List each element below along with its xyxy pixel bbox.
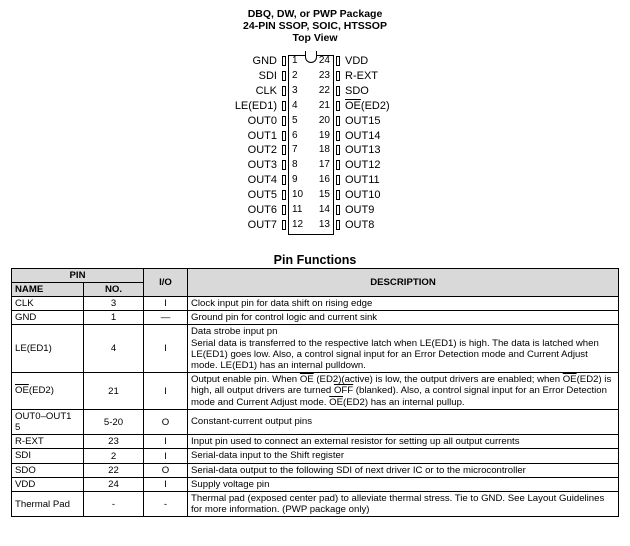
pin-number: 12: [292, 218, 304, 230]
description-line: Input pin used to connect an external resistor for setting up all output currents: [191, 436, 520, 448]
pin-name: SDI: [258, 69, 277, 82]
table-row: [12, 435, 619, 449]
pin-name: GND: [252, 55, 277, 67]
cell-io: -: [144, 492, 188, 517]
cell-name: $\overline{OE}(ED2)$: [12, 373, 84, 410]
pin-right-row: [0, 203, 630, 217]
pin-name: OUT3: [247, 159, 277, 172]
header-no: NO.: [84, 283, 144, 297]
table-row: [12, 463, 619, 477]
pin-number: 24: [318, 55, 330, 66]
pin-lead: [336, 101, 340, 111]
pin-name: OUT8: [345, 218, 375, 231]
pin-name: OUT2: [247, 144, 277, 157]
pin-name: CLK: [255, 84, 277, 97]
package-title-line2: 24-PIN SSOP, SOIC, HTSSOP: [243, 20, 387, 32]
pin-name: R-EXT: [345, 69, 378, 82]
cell-no: 24: [84, 477, 144, 491]
cell-io: I: [144, 449, 188, 463]
cell-io: I: [144, 297, 188, 311]
cell-description: [188, 463, 619, 477]
cell-name: VDD: [12, 477, 84, 491]
pin-right-row: [0, 54, 630, 68]
table-row: [12, 409, 619, 434]
pin-right-row: [0, 84, 630, 98]
table-header-row: [12, 269, 619, 283]
pin-name: OUT11: [345, 174, 380, 187]
pin-number: 7: [292, 144, 298, 156]
pin-name: OUT7: [247, 218, 277, 231]
pin-right-row: [0, 218, 630, 232]
pin-name: SDO: [345, 84, 369, 97]
pin-name: OUT6: [247, 204, 277, 216]
package-title-line3: Top View: [292, 32, 338, 44]
cell-name: SDI: [12, 449, 84, 463]
package-title-line1: DBQ, DW, or PWP Package: [247, 8, 383, 20]
pin-lead: [336, 71, 340, 81]
pin-lead: [336, 205, 340, 215]
pin-lead: [336, 131, 340, 141]
pin-number: 20: [318, 114, 330, 126]
cell-description: [188, 297, 619, 311]
description-line: Ground pin for control logic and current sink: [191, 312, 378, 324]
cell-no: 2: [84, 449, 144, 463]
cell-name: GND: [12, 311, 84, 325]
cell-no: 4: [84, 325, 144, 373]
table-row: [12, 477, 619, 491]
cell-name: SDO: [12, 463, 84, 477]
pin-number: 14: [318, 204, 330, 215]
cell-no: 1: [84, 311, 144, 325]
pin-lead: [336, 56, 340, 66]
pin-name: OUT9: [345, 204, 375, 216]
description-line: Data strobe input pn: [191, 326, 278, 338]
cell-io: I: [144, 373, 188, 410]
pin-functions-table: [11, 268, 619, 517]
pin-name: OUT13: [345, 144, 381, 157]
cell-description: [188, 492, 619, 517]
description-line: Supply voltage pin: [191, 478, 270, 490]
pin-name: OUT0: [247, 114, 277, 127]
pin-lead: [336, 190, 340, 200]
pin-number: 9: [292, 174, 298, 186]
pin-right-row: [0, 158, 630, 172]
header-pin: PIN: [12, 269, 144, 283]
cell-name: CLK: [12, 297, 84, 311]
pin-name: OUT4: [247, 174, 277, 187]
table-row: [12, 325, 619, 373]
table-row: [12, 373, 619, 410]
pin-number: 22: [318, 84, 330, 96]
pin-name: LE(ED1): [234, 99, 277, 112]
pin-name: OUT14: [345, 129, 381, 142]
cell-description: [188, 311, 619, 325]
table-row: [12, 311, 619, 325]
pin-right-row: [0, 173, 630, 187]
pin-right-row: [0, 143, 630, 157]
pin-name: OUT5: [247, 189, 277, 202]
cell-description: [188, 477, 619, 491]
pin-number: 18: [318, 144, 330, 156]
pin-lead: [336, 160, 340, 170]
pin-number: 17: [318, 159, 330, 171]
pin-lead: [336, 86, 340, 96]
cell-description: [188, 373, 619, 410]
pin-number: 10: [292, 189, 304, 201]
pin-right-row: [0, 188, 630, 202]
pin-number: 5: [292, 114, 298, 126]
header-name: NAME: [12, 283, 84, 297]
cell-io: —: [144, 311, 188, 325]
pin-number: 6: [292, 129, 298, 141]
description-line: Output enable pin. When $\overline{OE}$ (ED2)(active) is low, the output drivers are enabled; when $\overline{OE}(ED2)$ is high, all output drivers are turned $\overline{OFF}$ (blanked). Also, a control signal input for an Error Detection mode and Current Adjust mode. $\overline{OE}(ED2)$ has an internal pullup.: [191, 374, 612, 408]
pin-number: 21: [318, 99, 330, 111]
cell-description: [188, 435, 619, 449]
cell-io: I: [144, 325, 188, 373]
pin-lead: [336, 220, 340, 230]
pin-name: VDD: [345, 55, 369, 67]
pin-number: 11: [292, 204, 303, 215]
pin-number: 2: [292, 69, 298, 81]
pin-name: OUT15: [345, 114, 381, 127]
pin-number: 23: [318, 69, 330, 81]
pin-right-row: [0, 129, 630, 143]
cell-description: [188, 449, 619, 463]
cell-io: O: [144, 409, 188, 434]
pin-number: 15: [318, 189, 330, 201]
cell-io: O: [144, 463, 188, 477]
pin-name: OUT10: [345, 189, 381, 202]
pin-lead: [336, 116, 340, 126]
pin-name: OUT1: [247, 129, 277, 142]
description-line: Clock input pin for data shift on rising edge: [191, 298, 373, 309]
table-row: [12, 297, 619, 311]
pin-lead: [336, 145, 340, 155]
pin-right-row: [0, 99, 630, 113]
pin-number: 19: [318, 129, 330, 141]
cell-no: 22: [84, 463, 144, 477]
cell-name: R-EXT: [12, 435, 84, 449]
description-line: Serial data is transferred to the respective latch when LE(ED1) is high. The data is latched when LE(ED1) goes low. Also, a control signal input for an Error Detection mode and Current Adjust mode. LE(ED1) has an internal pulldown.: [191, 337, 599, 372]
pin-number: 3: [292, 84, 298, 96]
description-line: Constant-current output pins: [191, 416, 313, 428]
cell-no: 5-20: [84, 409, 144, 434]
pin-right-row: [0, 69, 630, 83]
pin-number: 8: [292, 159, 298, 171]
pin-number: 4: [292, 99, 298, 111]
cell-name: OUT0–OUT1 5: [12, 409, 84, 434]
pin-number: 13: [318, 218, 330, 230]
pin-lead: [336, 175, 340, 185]
description-line: Thermal pad (exposed center pad) to alleviate thermal stress. Tie to GND. See Layout Guidelines for more information. (PWP package only): [191, 493, 605, 516]
table-row: [12, 492, 619, 517]
table-row: [12, 449, 619, 463]
pin-functions-title: Pin Functions: [273, 253, 357, 267]
cell-no: 3: [84, 297, 144, 311]
header-io: I/O: [144, 269, 188, 297]
cell-io: I: [144, 477, 188, 491]
cell-no: -: [84, 492, 144, 517]
cell-no: 21: [84, 373, 144, 410]
pin-name: $\overline{OE}(ED2)$: [345, 99, 390, 112]
cell-no: 23: [84, 435, 144, 449]
cell-io: I: [144, 435, 188, 449]
cell-name: LE(ED1): [12, 325, 84, 373]
pin-number: 1: [292, 55, 298, 66]
description-line: Serial-data output to the following SDI of next driver IC or to the microcontroller: [191, 464, 526, 476]
cell-name: Thermal Pad: [12, 492, 84, 517]
header-description: DESCRIPTION: [188, 269, 619, 297]
pin-name: OUT12: [345, 159, 381, 172]
description-line: Serial-data input to the Shift register: [191, 450, 345, 462]
cell-description: [188, 325, 619, 373]
cell-description: [188, 409, 619, 434]
pin-right-row: [0, 114, 630, 128]
pin-number: 16: [318, 174, 330, 186]
